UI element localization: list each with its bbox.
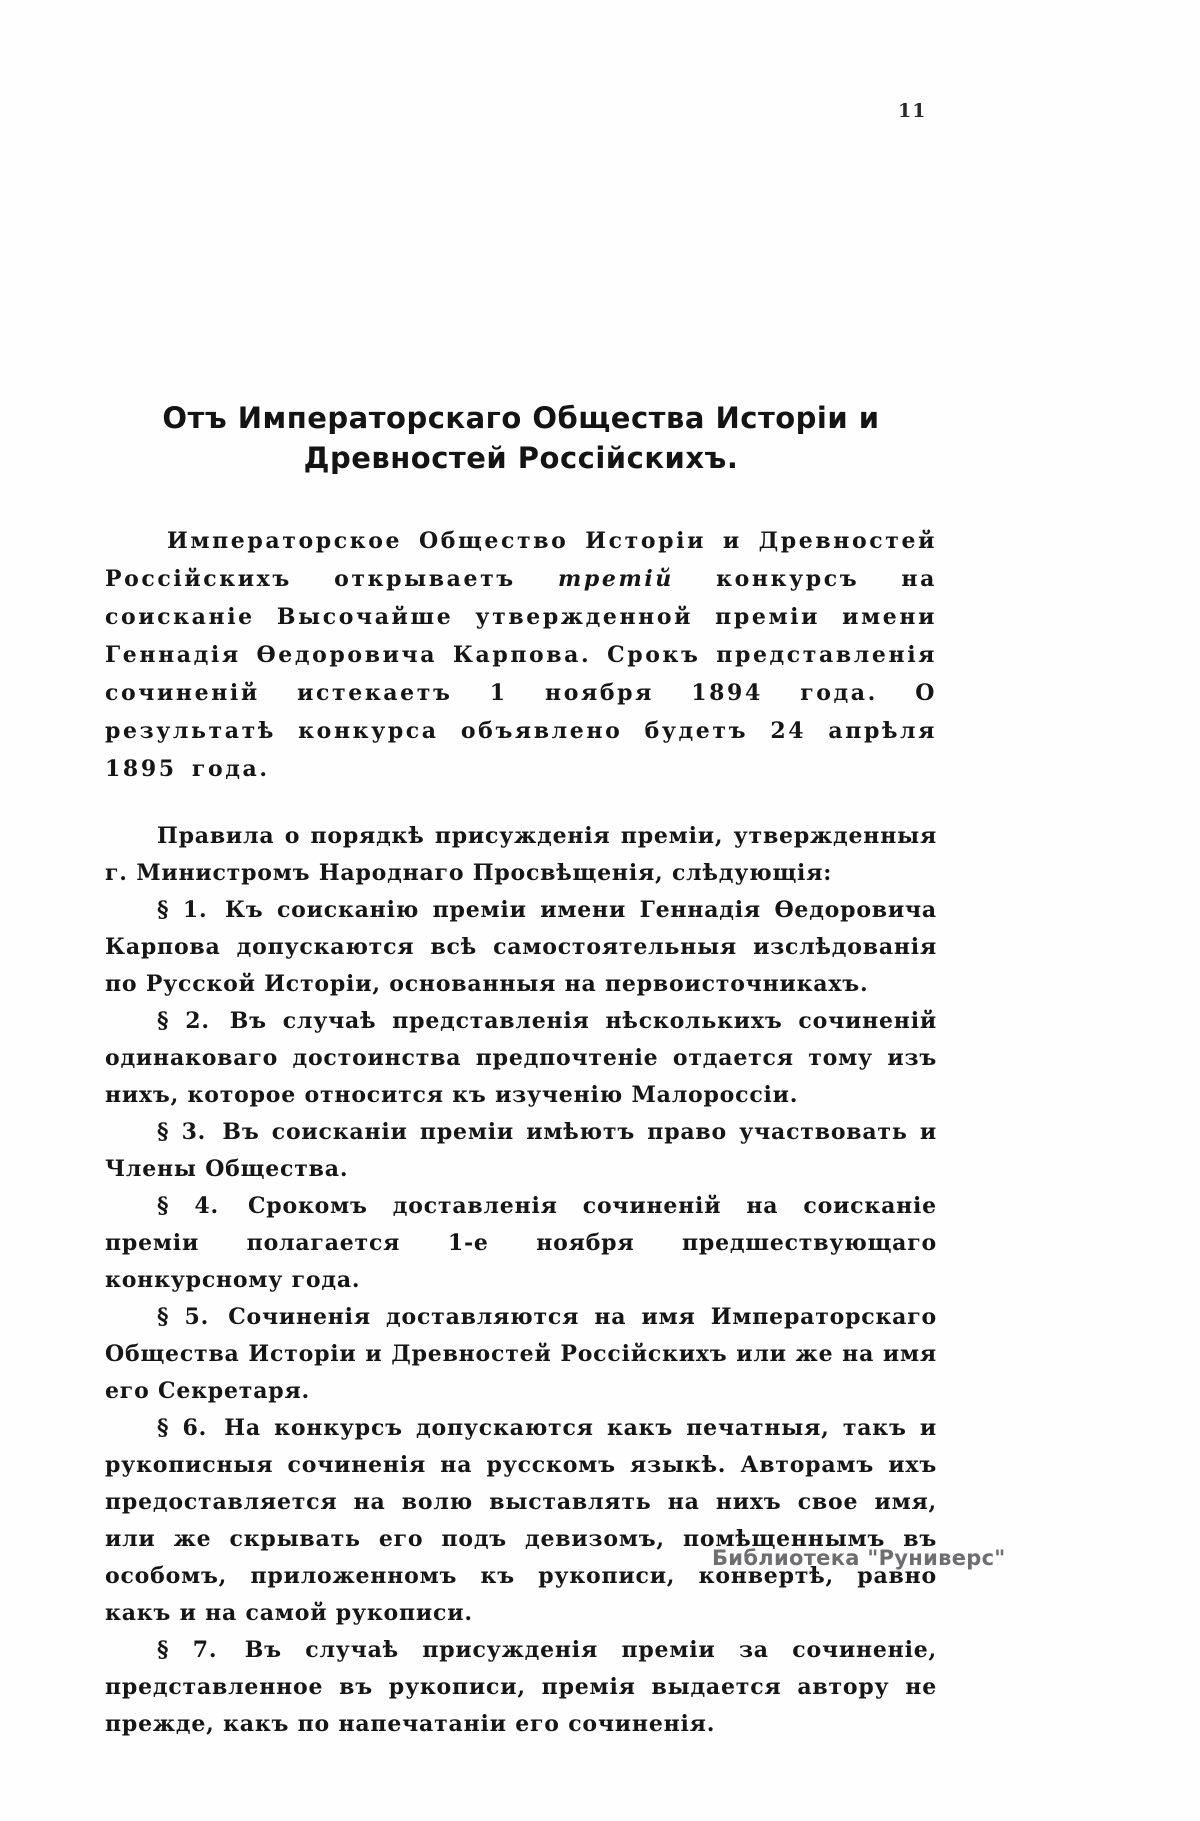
rule-text-5: Сочиненія доставляются на имя Императорскаго Общества Исторіи и Древностей Россійскихъ или же на имя его Секретаря. [105, 1304, 937, 1404]
page-number: 11 [898, 100, 927, 122]
rule-label-1: § 1. [157, 897, 208, 923]
rule-paragraph-4 [105, 1188, 937, 1299]
rule-label-7: § 7. [157, 1637, 218, 1663]
rule-paragraph-7 [105, 1632, 937, 1743]
rules-intro-paragraph: Правила о порядкѣ присужденія преміи, утвержденныя г. Министромъ Народнаго Просвѣщенія, слѣдующія: [105, 823, 937, 886]
rule-text-2: Въ случаѣ представленія нѣсколькихъ сочиненій одинаковаго достоинства предпочтеніе отдается тому изъ нихъ, которое относится къ изученію Малороссіи. [105, 1008, 937, 1108]
rule-text-1: Къ соисканію преміи имени Геннадія Ѳедоровича Карпова допускаются всѣ самостоятельныя изслѣдованія по Русской Исторіи, основанныя на первоисточникахъ. [105, 897, 937, 997]
intro-text: Императорское Общество Исторіи и Древностей Россійскихъ открываетъ [105, 528, 937, 592]
rule-label-4: § 4. [157, 1193, 219, 1219]
rule-text-4: Срокомъ доставленія сочиненій на соисканіе преміи полагается 1-е ноября предшествующаго конкурсному года. [105, 1193, 937, 1293]
intro-paragraph [105, 522, 937, 788]
document-title: Отъ Императорскаго Общества Исторіи и Древностей Россійскихъ. [162, 401, 880, 475]
page-content [105, 398, 937, 1743]
rule-label-5: § 5. [157, 1304, 210, 1330]
rule-label-6: § 6. [157, 1415, 208, 1441]
rule-paragraph-6 [105, 1410, 937, 1632]
rule-text-6: На конкурсъ допускаются какъ печатныя, такъ и рукописныя сочиненія на русскомъ языкѣ. Авторамъ ихъ предоставляется на волю выставлять на нихъ свое имя, или же скрывать его подъ девизомъ, помѣщеннымъ въ особомъ, приложенномъ къ рукописи, конвертѣ, равно какъ и на самой рукописи. [105, 1415, 937, 1626]
rule-paragraph-2 [105, 1003, 937, 1114]
rule-paragraph-3 [105, 1114, 937, 1188]
rule-label-3: § 3. [157, 1119, 207, 1145]
intro-text-continued: конкурсъ на соисканіе Высочайше утвержденной преміи имени Геннадія Ѳедоровича Карпова. Срокъ представленія сочиненій истекаетъ 1 ноября 1894 года. О результатѣ конкурса объявлено будетъ 24 апрѣля 1895 года. [105, 566, 937, 782]
rule-paragraph-5 [105, 1299, 937, 1410]
intro-italic-word: третій [558, 566, 674, 592]
rule-paragraph-1 [105, 892, 937, 1003]
rule-label-2: § 2. [157, 1008, 210, 1034]
watermark: Библиотека "Руниверс" [712, 1546, 1006, 1570]
rule-text-3: Въ соисканіи преміи имѣютъ право участвовать и Члены Общества. [105, 1119, 937, 1182]
rule-text-7: Въ случаѣ присужденія преміи за сочиненіе, представленное въ рукописи, премія выдается автору не прежде, какъ по напечатаніи его сочиненія. [105, 1637, 937, 1737]
